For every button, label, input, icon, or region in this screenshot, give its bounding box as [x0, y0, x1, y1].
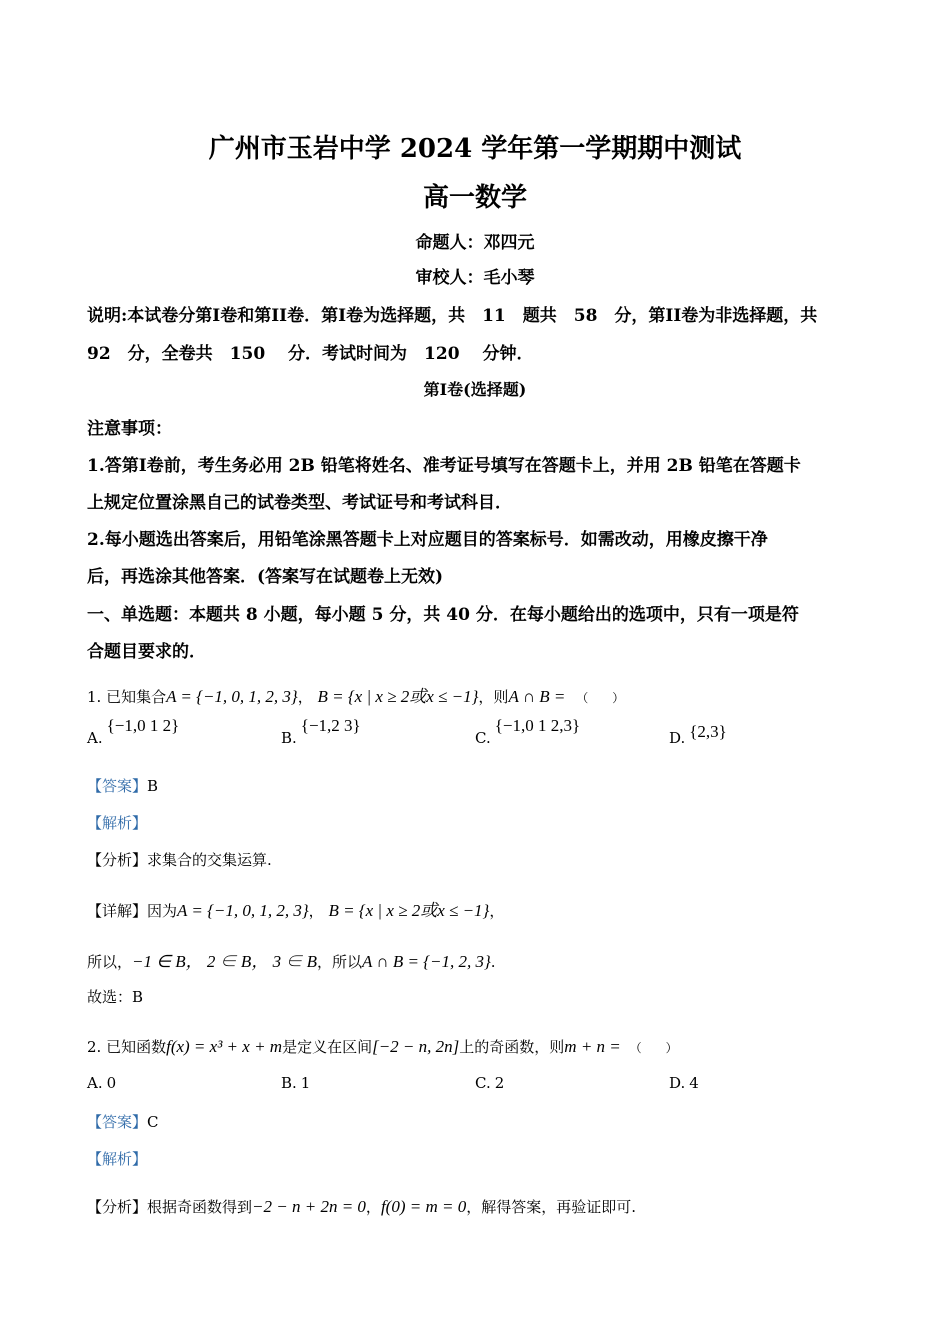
q2-func: f(x) = x³ + x + m: [166, 1037, 283, 1056]
q1-answer-tag: 【答案】: [87, 777, 148, 795]
author-line: 命题人：邓四元: [415, 233, 535, 253]
q1-set-a: A = {−1, 0, 1, 2, 3}: [166, 687, 298, 706]
q1-fenxi-tag: 【分析】: [87, 851, 148, 869]
q2-interval: [−2 − n, 2n]: [372, 1037, 460, 1056]
part1-heading-b: 合题目要求的．: [87, 642, 206, 662]
q1-fenxi-text: 求集合的交集运算.: [147, 851, 272, 869]
q2-expr: m + n =: [564, 1037, 621, 1056]
note-1a: 1.答第I卷前，考生务必用 2B 铅笔将姓名、准考证号填写在答题卡上，并用 2B 铅笔在答题卡: [87, 456, 801, 476]
note-2b: 后，再选涂其他答案．(答案写在试题卷上无效): [87, 567, 444, 587]
q1-so: 所以，−1 ∈ B， 2 ∈ B， 3 ∈ B，所以A ∩ B = {−1, 2, 3}.: [87, 952, 496, 971]
q1-so-result: A ∩ B = {−1, 2, 3}: [361, 952, 491, 971]
q2-mid2: 上的奇函数，则: [459, 1038, 565, 1056]
q1-option-d: D. {2,3}: [669, 722, 727, 747]
q1-option-b: B.{−1,2 3}: [281, 716, 361, 747]
q1-answer-value: B: [147, 777, 159, 795]
question-2: [87, 1036, 678, 1057]
q2-blank: （ ）: [629, 1041, 678, 1055]
q2-option-c: C. 2: [475, 1074, 505, 1092]
q2-answer: [87, 1111, 159, 1132]
part1-heading-a: 一、单选题：本题共 8 小题，每小题 5 分，共 40 分．在每小题给出的选项中，只有一项是符: [87, 605, 799, 625]
q2-fenxi: 【分析】根据奇函数得到−2 − n + 2n = 0，f(0) = m = 0，解得答案，再验证即可.: [87, 1197, 636, 1216]
q2-fenxi-tag: 【分析】: [87, 1198, 148, 1216]
q1-option-c: C.{−1,0 1 2,3}: [475, 716, 581, 747]
q2-prefix: 2. 已知函数: [87, 1038, 167, 1056]
q1-option-d-value: {2,3}: [689, 722, 727, 741]
q2-option-b: B. 1: [281, 1074, 311, 1092]
note-2a: 2.每小题选出答案后，用铅笔涂黑答题卡上对应题目的答案标号．如需改动，用橡皮擦干净: [87, 530, 768, 550]
q1-option-c-value: {−1,0 1 2,3}: [494, 716, 581, 735]
q1-set-b: B = {x | x ≥ 2或x ≤ −1}: [317, 687, 479, 706]
q1-expr: A ∩ B =: [508, 687, 566, 706]
instructions-line-1: 说明:本试卷分第I卷和第II卷．第I卷为选择题，共 11 题共 58 分，第II卷为非选择题，共: [87, 306, 818, 326]
q1-so-prefix: 所以，: [87, 953, 133, 971]
q1-choose: 故选：B: [87, 988, 144, 1006]
q2-answer-tag: 【答案】: [87, 1113, 148, 1131]
question-1: [87, 682, 624, 707]
q1-detail: 【详解】因为A = {−1, 0, 1, 2, 3}， B = {x | x ≥ 2或x ≤ −1}，: [87, 901, 505, 920]
q1-answer: [87, 775, 158, 796]
q1-detail-set-b: B = {x | x ≥ 2或x ≤ −1}: [328, 901, 490, 920]
exam-subtitle: 高一数学: [422, 183, 527, 213]
q1-fenxi: [87, 849, 272, 870]
instructions-line-2: 92 分，全卷共 150 分．考试时间为 120 分钟．: [87, 344, 534, 364]
q1-option-a: A.{−1,0 1 2}: [87, 716, 180, 747]
section-title: 第I卷(选择题): [423, 380, 527, 399]
q1-detail-set-a: A = {−1, 0, 1, 2, 3}: [177, 901, 309, 920]
q2-answer-value: C: [147, 1113, 159, 1131]
note-1b: 上规定位置涂黑自己的试卷类型、考试证号和考试科目．: [87, 493, 512, 513]
q2-option-a: A. 0: [87, 1074, 117, 1092]
q2-eq1: −2 − n + 2n = 0: [252, 1197, 366, 1216]
q1-blank: （ ）: [576, 691, 625, 705]
reviewer-line: 审校人：毛小琴: [415, 268, 535, 288]
q1-analysis-tag: 【解析】: [87, 814, 148, 832]
q1-suffix: ，则: [478, 688, 509, 706]
q1-prefix: 1. 已知集合: [87, 688, 167, 706]
q1-sep: ，: [297, 688, 313, 706]
q1-option-b-value: {−1,2 3}: [300, 716, 361, 735]
notes-title: 注意事项：: [87, 419, 172, 439]
q1-option-a-value: {−1,0 1 2}: [106, 716, 180, 735]
q2-eq2: f(0) = m = 0: [380, 1197, 467, 1216]
q1-detail-prefix: 因为: [147, 902, 178, 920]
q1-so-items: −1 ∈ B， 2 ∈ B， 3 ∈ B: [132, 952, 317, 971]
q2-analysis-tag: 【解析】: [87, 1150, 148, 1168]
q2-option-d: D. 4: [669, 1074, 699, 1092]
q2-mid: 是定义在区间: [282, 1038, 373, 1056]
q1-detail-tag: 【详解】: [87, 902, 148, 920]
exam-title: 广州市玉岩中学 2024 学年第一学期期中测试: [208, 134, 742, 164]
